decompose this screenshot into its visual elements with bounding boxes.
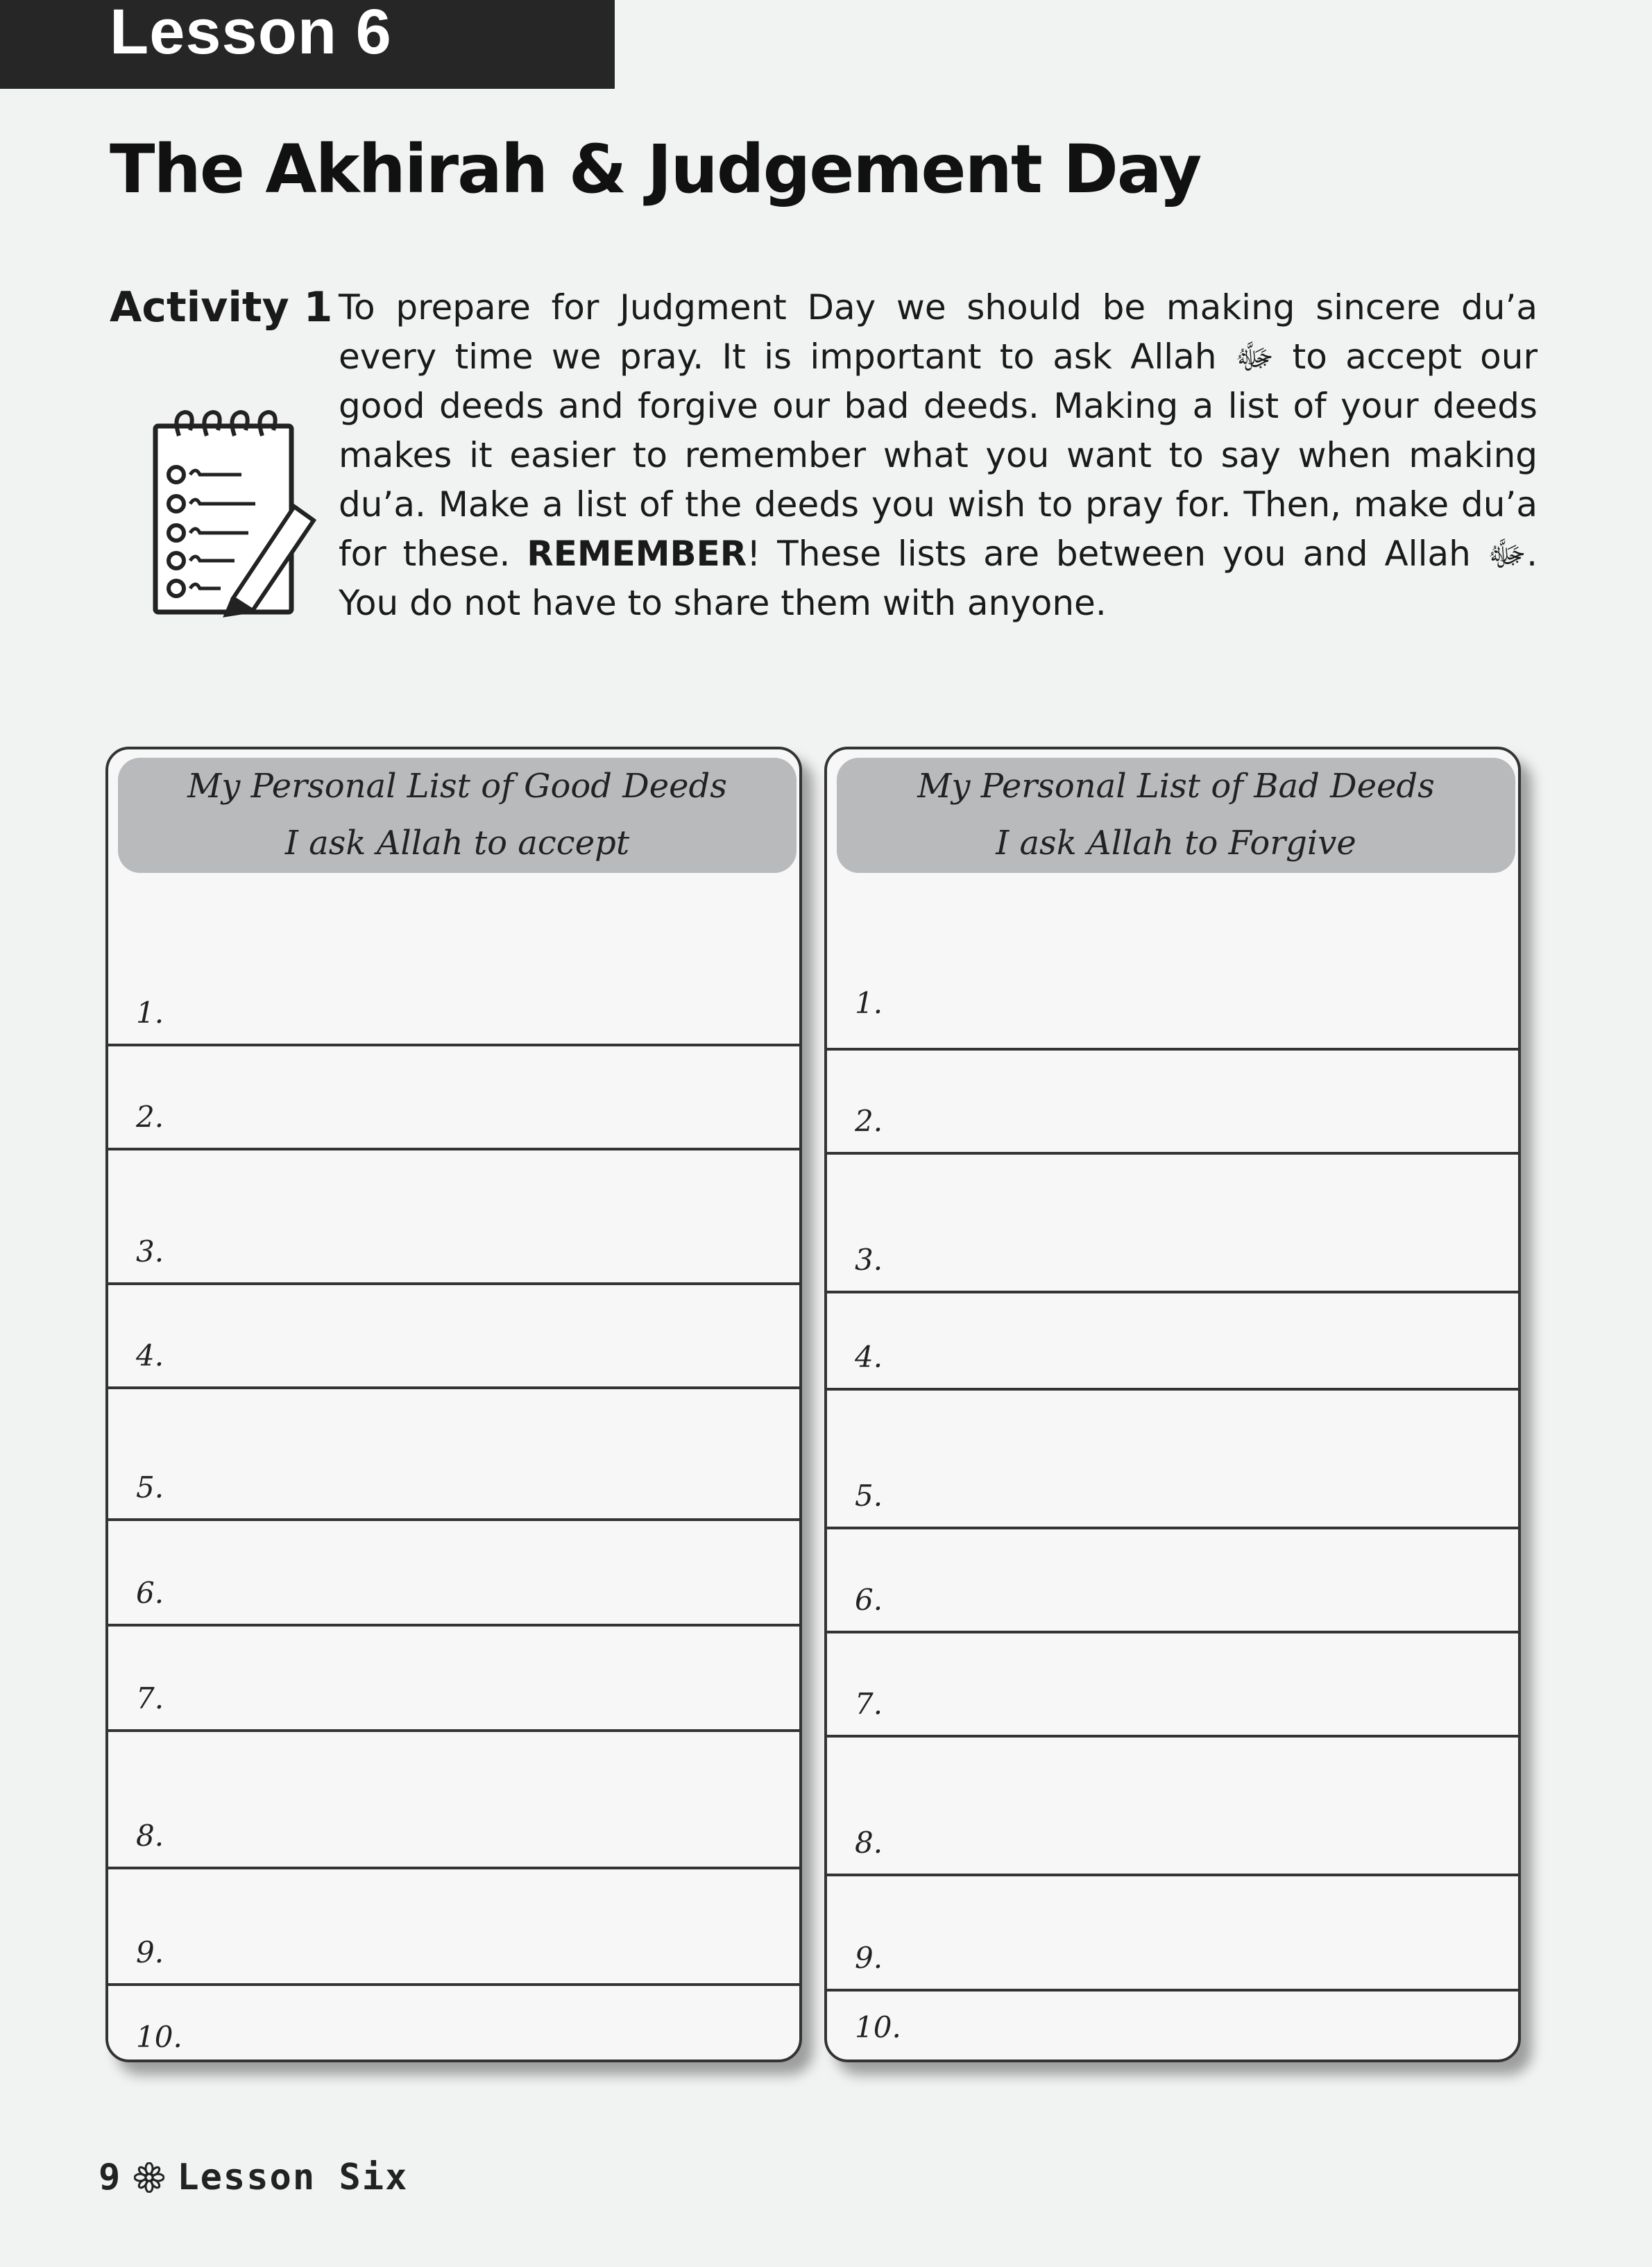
list-number: 7. [136, 1681, 164, 1715]
page-number: 9 [99, 2157, 122, 2198]
activity-instructions [339, 283, 1538, 628]
list-item[interactable] [827, 873, 1518, 1051]
list-item[interactable] [827, 1633, 1518, 1738]
good-deeds-title: My Personal List of Good Deeds [187, 767, 727, 806]
flower-icon [134, 2162, 164, 2193]
list-item[interactable] [108, 1285, 799, 1389]
list-number: 5. [136, 1470, 164, 1504]
list-item[interactable] [108, 1986, 799, 2055]
list-number: 3. [136, 1234, 164, 1268]
list-item[interactable] [108, 1521, 799, 1627]
page-title: The Akhirah & Judgement Day [110, 130, 1201, 208]
list-item[interactable] [108, 1732, 799, 1869]
list-number: 2. [855, 1104, 883, 1138]
bad-deeds-subtitle: I ask Allah to Forgive [996, 824, 1356, 863]
list-number: 9. [855, 1941, 883, 1975]
list-number: 1. [855, 986, 883, 1020]
list-number: 6. [855, 1583, 883, 1617]
list-item[interactable] [827, 1876, 1518, 1992]
list-item[interactable] [827, 1051, 1518, 1155]
list-number: 7. [855, 1687, 883, 1721]
list-item[interactable] [108, 1869, 799, 1986]
list-item[interactable] [827, 1391, 1518, 1529]
good-deeds-card [105, 747, 802, 2062]
list-number: 10. [136, 2020, 182, 2054]
list-number: 9. [136, 1935, 164, 1969]
list-item[interactable] [108, 1151, 799, 1285]
lesson-label: Lesson 6 [110, 0, 392, 67]
list-item[interactable] [827, 1738, 1518, 1876]
list-number: 4. [855, 1340, 883, 1374]
list-number: 8. [136, 1819, 164, 1853]
list-item[interactable] [827, 1155, 1518, 1293]
list-number: 3. [855, 1243, 883, 1277]
notepad-pencil-icon [151, 402, 318, 618]
activity-text-part1: To prepare for Judgment Day we should be making sincere du’a every time we pray. It is important to ask Allah ﷻ to accept our good deeds and forgive our bad deeds. Making a list of your deeds makes it easier to remember what you want to say when making du’a. Make a list of the deeds you wish to pray for. Then, make du’a for these. [339, 287, 1538, 574]
bad-deeds-header [837, 758, 1515, 873]
list-number: 2. [136, 1100, 164, 1134]
list-item[interactable] [108, 873, 799, 1046]
activity-emphasis: REMEMBER [527, 534, 747, 574]
list-item[interactable] [827, 1529, 1518, 1633]
footer-lesson-label: Lesson Six [177, 2157, 409, 2198]
bad-deeds-card [824, 747, 1521, 2062]
list-number: 6. [136, 1576, 164, 1610]
good-deeds-subtitle: I ask Allah to accept [284, 824, 630, 863]
list-item[interactable] [827, 1992, 1518, 2055]
list-number: 4. [136, 1339, 164, 1373]
lesson-banner [0, 0, 615, 89]
list-item[interactable] [827, 1293, 1518, 1391]
activity-label: Activity 1 [110, 283, 333, 332]
page-footer [99, 2157, 408, 2198]
bad-deeds-title: My Personal List of Bad Deeds [917, 767, 1435, 806]
list-number: 10. [855, 2010, 901, 2044]
list-item[interactable] [108, 1046, 799, 1151]
list-item[interactable] [108, 1389, 799, 1521]
activity-text-part2: ! These lists are between you and Allah ﷻ. You do not have to share them with anyone. [339, 534, 1538, 623]
list-item[interactable] [108, 1627, 799, 1732]
list-number: 5. [855, 1479, 883, 1513]
list-number: 1. [136, 996, 164, 1030]
list-number: 8. [855, 1826, 883, 1860]
good-deeds-header [118, 758, 797, 873]
